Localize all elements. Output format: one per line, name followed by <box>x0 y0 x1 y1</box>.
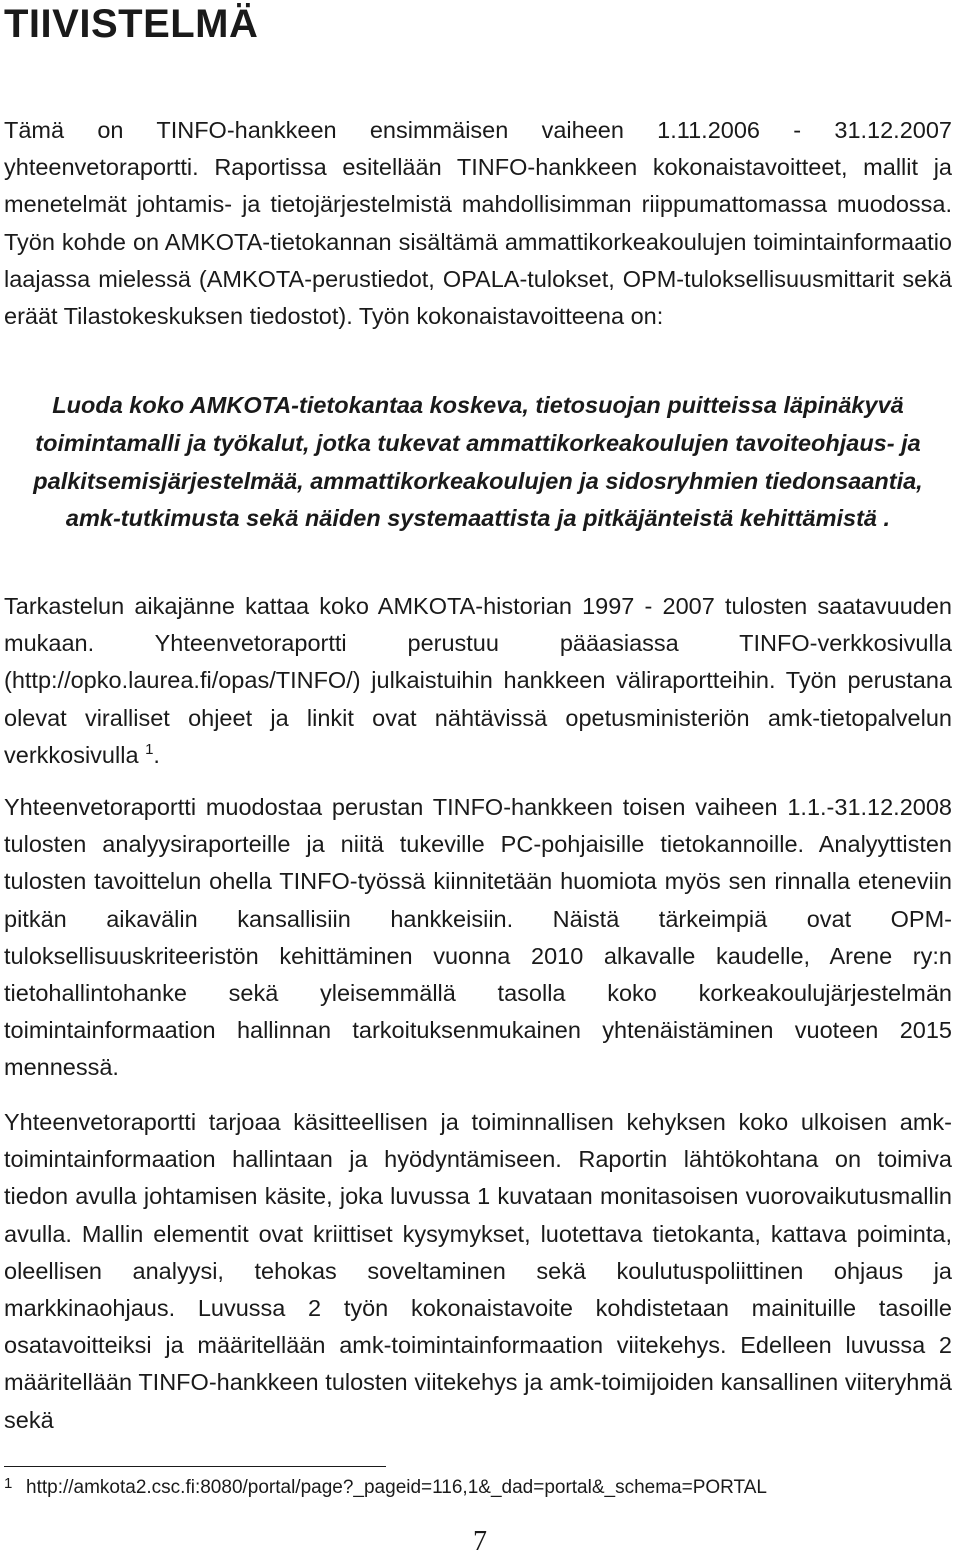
paragraph-intro: Tämä on TINFO-hankkeen ensimmäisen vaiheen 1.11.2006 - 31.12.2007 yhteenvetoraportti. Raportissa esitellään TINFO-hankkeen kokonaistavoitteet, mallit ja menetelmät johtamis- ja tietojärjestelmistä mahdollisimman riippumattomassa muodossa. Työn kohde on AMKOTA-tietokannan sisältämä ammattikorkeakoulujen toimintainformaatio laajassa mielessä (AMKOTA-perustiedot, OPALA-tulokset, OPM-tuloksellisuusmittarit sekä eräät Tilastokeskuksen tiedostot). Työn kokonaistavoitteena on: <box>4 117 952 330</box>
footnote-mark: 1 <box>4 1475 13 1492</box>
footnote <box>4 1476 952 1500</box>
paragraph-timespan-end: . <box>153 741 160 768</box>
footnote-link[interactable]: http://amkota2.csc.fi:8080/portal/page?_pageid=116,1&_dad=portal&_schema=PORTAL <box>26 1477 767 1498</box>
objective-callout: Luoda koko AMKOTA-tietokantaa koskeva, tietosuojan puitteissa läpinäkyvä toimintamalli ja työkalut, jotka tukevat ammattikorkeakoulujen tavoiteohjaus- ja palkitsemisjärjestelmää, ammattikorkeakoulujen ja sidosryhmien tiedonsaantia, amk-tutkimusta sekä näiden systemaattista ja pitkäjänteistä kehittämistä . <box>33 392 923 532</box>
paragraph-timespan-text: Tarkastelun aikajänne kattaa koko AMKOTA-historian 1997 - 2007 tulosten saatavuuden mukaan. Yhteenvetoraportti perustuu pääasiassa TINFO-verkkosivulla (http://opko.laurea.fi/opas/TINFO/) julkaistuihin hankkeen väliraportteihin. Työn perustana olevat viralliset ohjeet ja linkit ovat nähtävissä opetusministeriön amk-tietopalvelun verkkosivulla <box>4 593 952 768</box>
page-number: 7 <box>473 1526 487 1557</box>
page-title: TIIVISTELMÄ <box>4 2 259 46</box>
paragraph-framework: Yhteenvetoraportti tarjoaa käsitteellisen ja toiminnallisen kehyksen koko ulkoisen amk-toimintainformaation hallintaan ja hyödyntämiseen. Raportin lähtökohtana on toimiva tiedon avulla johtamisen käsite, joka luvussa 1 kuvataan monitasoisen vuorovaikutusmallin avulla. Mallin elementit ovat kriittiset kysymykset, luotettava tietokanta, kattava poiminta, oleellisen analyysi, tehokas soveltaminen sekä koulutuspoliittinen ohjaus ja markkinaohjaus. Luvussa 2 työn kokonaistavoite kohdistetaan mainituille tasoille osatavoitteiksi ja määritellään amk-toimintainformaation viitekehys. Edelleen luvussa 2 määritellään TINFO-hankkeen tulosten viitekehys ja amk-toimijoiden kansallinen viiteryhmä sekä <box>4 1109 952 1433</box>
paragraph-foundation: Yhteenvetoraportti muodostaa perustan TINFO-hankkeen toisen vaiheen 1.1.-31.12.2008 tulosten analyysiraporteille ja niitä tukeville PC-pohjaisille tietokannoille. Analyyttisten tulosten tavoittelun ohella TINFO-työssä kiinnitetään huomiota myös sen rinnalla eteneviin pitkän aikavälin kansallisiin hankkeisiin. Näistä tärkeimpiä ovat OPM-tuloksellisuuskriteeristön kehittäminen vuonna 2010 alkavalle kaudelle, Arene ry:n tietohallintohanke sekä yleisemmällä tasolla koko korkeakoulujärjestelmän toimintainformaation hallinnan tarkoituksenmukainen yhtenäistäminen vuoteen 2015 mennessä. <box>4 794 952 1081</box>
footnote-divider <box>4 1466 386 1467</box>
footnote-reference[interactable]: 1 <box>145 740 154 758</box>
paragraph-timespan <box>4 588 952 774</box>
